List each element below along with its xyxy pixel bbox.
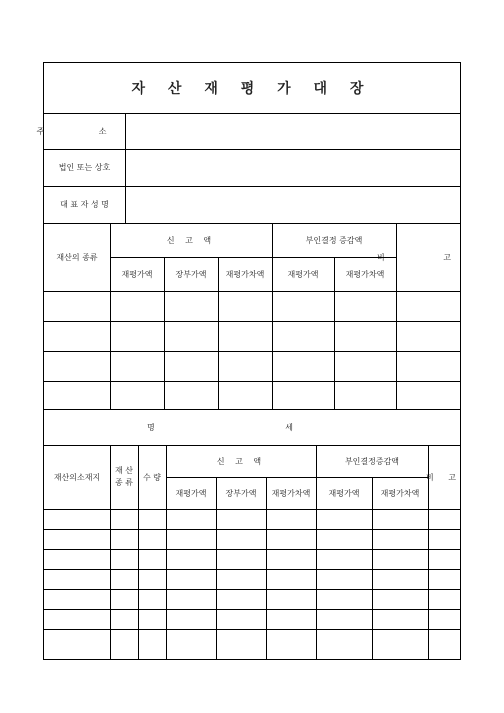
divider: [44, 291, 460, 292]
group-decision: 부인결정 증감액: [305, 235, 363, 245]
sub-reval: 재평가액: [175, 488, 207, 498]
col-detail-type: 재 산 종 류: [115, 466, 133, 487]
group-decision: 부인결정증감액: [344, 456, 400, 466]
table-row: [44, 351, 460, 352]
table-row: [44, 381, 460, 382]
sub-book: 장부가액: [225, 488, 257, 498]
col-note: 비 고: [426, 472, 462, 482]
group-declared: 신 고 액: [216, 456, 266, 466]
sub-book: 장부가액: [175, 269, 207, 279]
asset-revaluation-form: [36, 62, 479, 660]
sub-reval: 재평가액: [328, 488, 360, 498]
detail-heading: 명 세: [147, 422, 357, 432]
sub-diff: 재평가차액: [271, 488, 311, 498]
table-row: [44, 569, 460, 570]
address-field[interactable]: [126, 113, 460, 149]
col-location: 재산의소재지: [53, 472, 101, 482]
sub-reval: 재평가액: [287, 269, 319, 279]
table-row: [44, 321, 460, 322]
table-row: [44, 629, 460, 630]
table-row: [44, 589, 460, 590]
sub-reval: 재평가액: [121, 269, 153, 279]
divider: [44, 509, 460, 510]
col-quantity: 수 량: [143, 472, 161, 482]
table-row: [44, 609, 460, 610]
form-title: 자 산 재 평 가 대 장: [131, 81, 373, 97]
representative-field[interactable]: [126, 186, 460, 223]
col-note: 비 고: [377, 252, 479, 262]
sub-diff: 재평가차액: [345, 269, 385, 279]
col-asset-type: 재산의 종류: [56, 252, 98, 262]
sub-diff: 재평가차액: [380, 488, 420, 498]
corp-name-label: 법인 또는 상호: [58, 163, 111, 172]
address-label: 주 소: [36, 126, 133, 136]
sub-diff: 재평가차액: [225, 269, 265, 279]
representative-label: 대 표 자 성 명: [60, 200, 109, 209]
table-row: [44, 549, 460, 550]
table-row: [44, 529, 460, 530]
corp-name-field[interactable]: [126, 149, 460, 186]
group-declared: 신 고 액: [166, 235, 216, 245]
